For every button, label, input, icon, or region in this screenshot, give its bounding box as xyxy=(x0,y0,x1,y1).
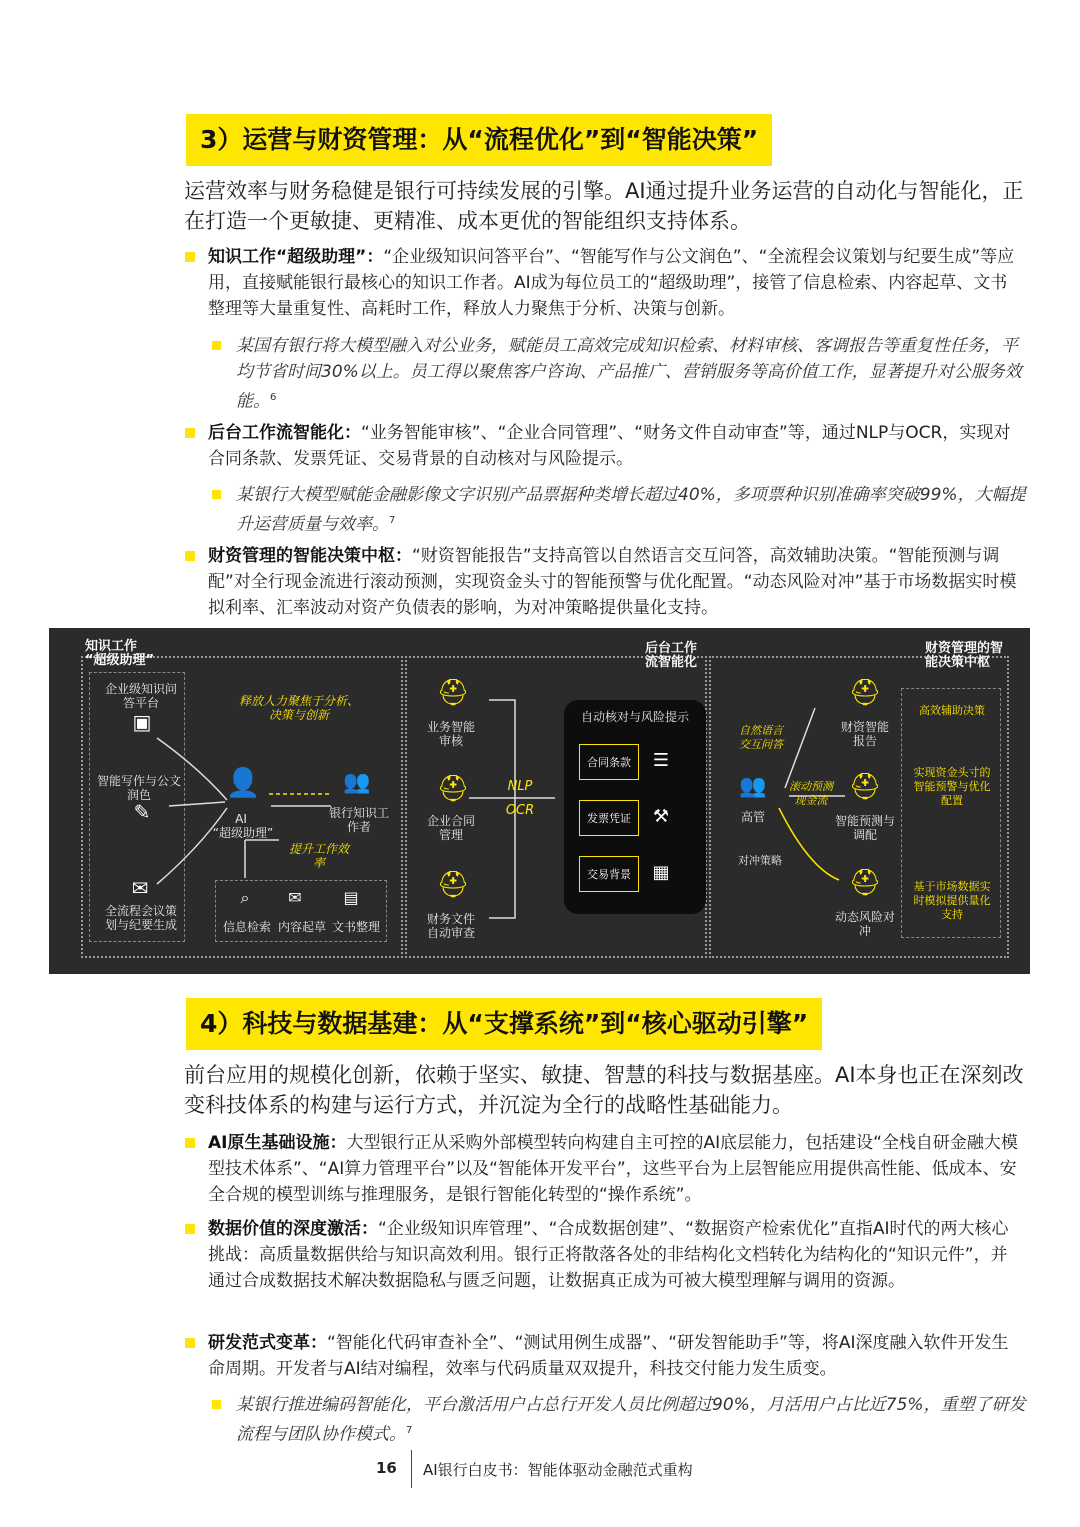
workers-label: 银行知识工作者 xyxy=(329,806,390,834)
executives-icon: 👥 xyxy=(739,774,767,799)
worker-icon: ⛑ xyxy=(436,774,470,804)
qa-screen-icon: ▣ xyxy=(132,710,152,734)
envelope-icon: ✉ xyxy=(288,888,302,907)
bullet-text: “企业级知识问答平台”、“智能写作与公文润色”、“全流程会议策划与纪要生成”等应用，直接赋能银行最核心的知识工作者。AI成为每位员工的“超级助理”，接管了信息检索、内容起草、文书整理等大量重复性、高耗时工作，释放人力聚焦于分析、决策与创新。 xyxy=(208,247,1015,319)
section3-case-2 xyxy=(236,482,1026,538)
section3-intro: 运营效率与财务稳健是银行可持续发展的引擎。AI通过提升业务运营的自动化与智能化，正在打造一个更敏捷、更精准、成本更优的智能组织支持体系。 xyxy=(184,179,1024,233)
worker-icon: ⛑ xyxy=(848,868,882,898)
node-forecast: 智能预测与调配 xyxy=(835,814,896,842)
case-marker xyxy=(212,341,221,350)
tools-icon: ⚒ xyxy=(652,806,670,827)
bullet-marker xyxy=(185,551,195,561)
ai-agent-icon: 👤 xyxy=(225,766,261,799)
operations-diagram xyxy=(49,628,1030,974)
exec-label: 高管 xyxy=(740,810,765,824)
footer-divider xyxy=(411,1450,412,1488)
section4-bullet-2 xyxy=(208,1216,1023,1294)
node-treasury-report: 财资智能报告 xyxy=(840,720,889,748)
outcome-quant: 基于市场数据实时模拟提供量化支持 xyxy=(913,880,991,921)
rolling-forecast-label: 滚动预测现金流 xyxy=(789,780,833,807)
section3-bullet-1 xyxy=(208,244,1023,322)
bullet-marker xyxy=(185,252,195,262)
node-biz-review: 业务智能审核 xyxy=(426,720,475,748)
section3-heading: 3）运营与财资管理：从“流程优化”到“智能决策” xyxy=(186,114,772,166)
footnote-ref: 7 xyxy=(406,1425,413,1436)
case-text: 某银行推进编码智能化，平台激活用户占总行开发人员比例超过90%，月活用户占比近75%，重塑了研发流程与团队协作模式。 xyxy=(236,1395,1026,1445)
report-icon: ▦ xyxy=(652,862,670,883)
panel3-title: 财资管理的智 能决策中枢 xyxy=(925,641,1004,670)
worker-icon: ⛑ xyxy=(436,870,470,900)
bullet-marker xyxy=(185,1138,195,1148)
workers-icon: 👥 xyxy=(343,770,371,795)
ai-sub-label: “超级助理” xyxy=(212,826,274,840)
efficiency-label: 提升工作效率 xyxy=(289,842,350,870)
section3-bullet-3 xyxy=(208,543,1023,621)
bullet-text: “业务智能审核”、“企业合同管理”、“财务文件自动审查”等，通过NLP与OCR，实现对合同条款、发票凭证、交易背景的自动核对与风险提示。 xyxy=(208,423,1011,469)
footnote-ref: 6 xyxy=(270,392,277,403)
input-writing: 智能写作与公文润色 xyxy=(97,774,182,802)
bullet-text: “财资智能报告”支持高管以自然语言交互问答，高效辅助决策。“智能预测与调配”对全行现金流进行滚动预测，实现资金头寸的智能预警与优化配置。“动态风险对冲”基于市场数据实时模拟利率、汇率波动对资产负债表的影响，为对冲策略提供量化支持。 xyxy=(208,546,1017,618)
outcome-liquidity: 实现资金头寸的智能预警与优化配置 xyxy=(913,766,991,807)
worker-icon: ⛑ xyxy=(436,678,470,708)
ai-label: AI xyxy=(235,812,247,826)
natural-language-label: 自然语言交互问答 xyxy=(739,724,783,751)
auto-check-title: 自动核对与风险提示 xyxy=(580,710,689,724)
files-icon: ▤ xyxy=(343,888,359,907)
case-text: 某国有银行将大模型融入对公业务，赋能员工高效完成知识检索、材料审核、客调报告等重复性任务，平均节省时间30%以上。员工得以聚焦客户咨询、产品推广、营销服务等高价值工作，显著提升对公服务效能。 xyxy=(236,336,1022,412)
section4-case-1 xyxy=(236,1392,1026,1448)
bullet-title: 研发范式变革： xyxy=(208,1333,327,1353)
section4-intro: 前台应用的规模化创新，依赖于坚实、敏捷、智慧的科技与数据基座。AI本身也正在深刻改变科技体系的构建与运行方式，并沉淀为全行的战略性基础能力。 xyxy=(184,1063,1024,1117)
case-text: 某银行大模型赋能金融影像文字识别产品票据种类增长超过40%，多项票种识别准确率突破99%，大幅提升运营质量与效率。 xyxy=(236,485,1026,535)
page-number: 16 xyxy=(376,1459,397,1477)
hedge-strategy-label: 对冲策略 xyxy=(738,854,782,867)
footer-doc-title: AI银行白皮书：智能体驱动金融范式重构 xyxy=(423,1461,693,1479)
node-finance-doc: 财务文件自动审查 xyxy=(426,912,475,940)
bullet-marker xyxy=(185,1338,195,1348)
outcome-decision: 高效辅助决策 xyxy=(919,704,985,717)
case-marker xyxy=(212,490,221,499)
document-edit-icon: ✎ xyxy=(133,800,151,824)
bullet-text: “企业级知识库管理”、“合成数据创建”、“数据资产检索优化”直指AI时代的两大核心挑战：高质量数据供给与知识高效利用。银行正将散落各处的非结构化文档转化为结构化的“知识元件”，并通过合成数据技术解决数据隐私与匮乏问题，让数据真正成为可被大模型理解与调用的资源。 xyxy=(208,1219,1009,1291)
bullet-title: 知识工作“超级助理”： xyxy=(208,247,384,267)
worker-icon: ⛑ xyxy=(848,772,882,802)
section4-bullet-3 xyxy=(208,1330,1023,1382)
section4-bullet-1 xyxy=(208,1130,1023,1208)
task-organize: 文书整理 xyxy=(331,920,380,934)
bullet-title: AI原生基础设施： xyxy=(208,1133,347,1153)
bullet-text: “智能化代码审查补全”、“测试用例生成器”、“研发智能助手”等，将AI深度融入软件开发生命周期。开发者与AI结对编程，效率与代码质量双双提升，科技交付能力发生质变。 xyxy=(208,1333,1009,1379)
bullet-marker xyxy=(185,1224,195,1234)
task-search: 信息检索 xyxy=(222,920,271,934)
search-doc-icon: ⌕ xyxy=(240,888,250,907)
section3-bullet-2 xyxy=(208,420,1023,472)
item-invoice: 发票凭证 xyxy=(579,800,639,836)
ocr-label: OCR xyxy=(505,803,535,818)
bullet-text: 大型银行正从采购外部模型转向构建自主可控的AI底层能力，包括建设“全栈自研金融大模型技术体系”、“AI算力管理平台”以及“智能体开发平台”，这些平台为上层智能应用提供高性能、低成本、安全合规的模型训练与推理服务，是银行智能化转型的“操作系统”。 xyxy=(208,1133,1018,1205)
input-knowledge-qa: 企业级知识问答平台 xyxy=(104,682,177,710)
item-contract-terms: 合同条款 xyxy=(579,744,639,780)
worker-icon: ⛑ xyxy=(848,678,882,708)
bullet-title: 财资管理的智能决策中枢： xyxy=(208,546,412,566)
release-text: 释放人力聚焦于分析、决策与创新 xyxy=(239,694,360,722)
node-risk-hedge: 动态风险对冲 xyxy=(835,910,896,938)
section3-case-1 xyxy=(236,333,1026,415)
nlp-label: NLP xyxy=(507,779,533,794)
task-draft: 内容起草 xyxy=(277,920,326,934)
bullet-title: 后台工作流智能化： xyxy=(208,423,361,443)
mail-icon: ✉ xyxy=(131,876,149,900)
panel2-title: 后台工作 流智能化 xyxy=(645,641,698,670)
case-marker xyxy=(212,1400,221,1409)
input-meeting: 全流程会议策划与纪要生成 xyxy=(104,904,177,932)
footnote-ref: 7 xyxy=(389,515,396,526)
node-contract: 企业合同管理 xyxy=(426,814,475,842)
item-trade-bg: 交易背景 xyxy=(579,856,639,892)
section4-heading: 4）科技与数据基建：从“支撑系统”到“核心驱动引擎” xyxy=(186,998,822,1050)
bullet-marker xyxy=(185,428,195,438)
bullet-title: 数据价值的深度激活： xyxy=(208,1219,378,1239)
panel1-title: 知识工作 “超级助理” xyxy=(85,639,155,668)
checklist-icon: ☰ xyxy=(652,750,670,771)
